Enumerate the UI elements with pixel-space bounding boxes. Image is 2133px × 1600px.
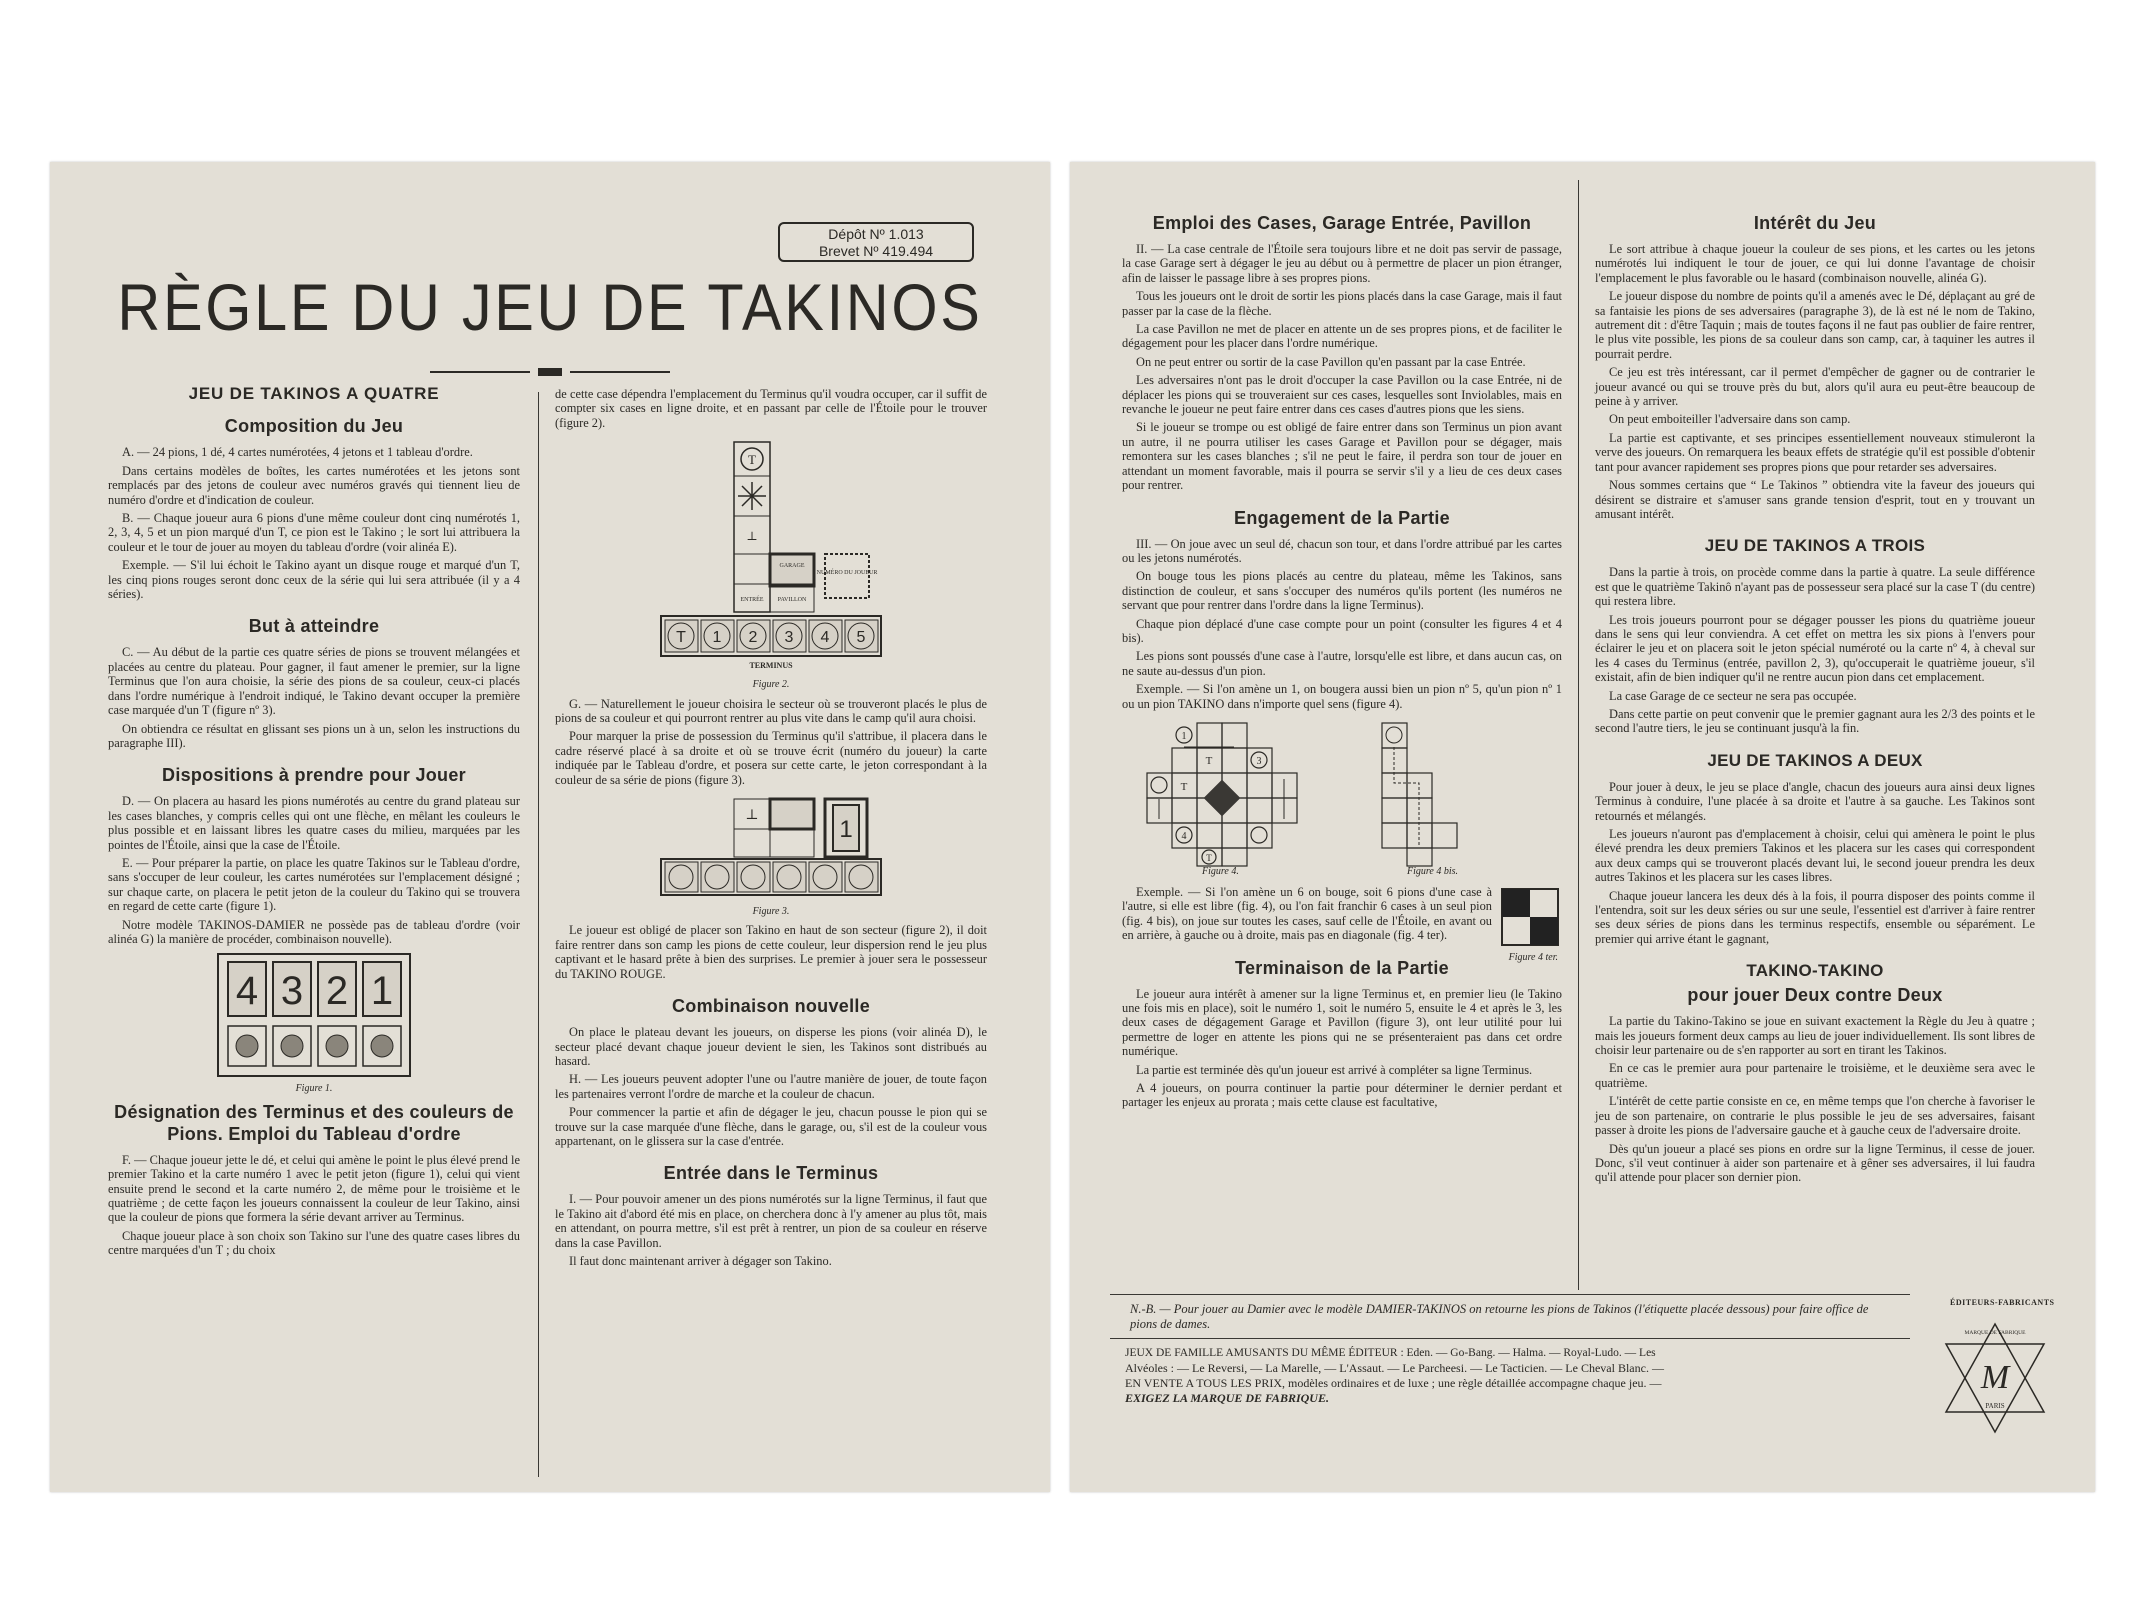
fig2-row-5: 5 <box>856 629 866 647</box>
fig2-row-4: 4 <box>820 629 830 647</box>
footer-line-4: EXIGEZ LA MARQUE DE FABRIQUE. <box>1125 1391 1329 1405</box>
trademark-logo <box>1940 1312 2050 1447</box>
para-nauront: Les joueurs n'auront pas d'emplacement à choisir, celui qui amènera le point le plus élevé prendra les deux premiers Takinos et les placera sur les cases qui correspondent aux deux camps qui se trouveront placés devant lui, le second joueur prendra les deux autres Takinos et les placera sur les cases libres. <box>1595 827 2035 885</box>
para-interet: L'intérêt de cette partie consiste en ce, en même temps que l'on cherche à favoriser le jeu de son partenaire, on contrarie le plus possible le jeu de ses adversaires, faisant passer à droite les pions de l'adversaire gauche et à gauche ceux de l'adversaire droite. <box>1595 1094 2035 1138</box>
para-commencer: Pour commencer la partie et afin de dégager le jeu, chacun pousse le pion qui se trouve sur la case marquée d'une flèche, dans le garage, ou, s'il est de la couleur vous appartenant, on le glissera sur la case d'entrée. <box>555 1105 987 1148</box>
para-garage: La case Garage de ce secteur ne sera pas occupée. <box>1609 688 1857 703</box>
heading-takino-sub: pour jouer Deux contre Deux <box>1687 985 1943 1006</box>
para-emboiteiller: On peut emboiteiller l'adversaire dans son camp. <box>1609 412 1851 427</box>
svg-text:4: 4 <box>1181 830 1187 842</box>
fig1-card-row <box>228 962 401 1016</box>
fig1-caption: Figure 1. <box>295 1083 333 1095</box>
subtitle-quatre: JEU DE TAKINOS A QUATRE <box>188 384 440 403</box>
para-trompe: Si le joueur se trompe ou est obligé de faire entrer dans son Terminus un pion avant un autre, il ne pourra utiliser les cases Garage et Pavillon pour se dégager, mais remontera sur les cases blanches ; s'il ne peut le faire, il perdra son tour de jouer en attendant un moment favorable, mais il pourra se servir s'il y a lieu de ces deux cases pour rentrer. <box>1122 420 1562 493</box>
para-tt: La partie du Takino-Takino se joue en suivant exactement la Règle du Jeu à quatre ; mais les joueurs forment deux camps au lieu de jouer individuellement. Ils sont libres de choisir leur partenaire ou de s'en rapporter au sort en tirant les Takinos. <box>1595 1014 2035 1058</box>
fig4bis-caption: Figure 4 bis. <box>1407 865 1459 877</box>
fig3-card: 1 <box>839 816 853 844</box>
para-cont: de cette case dépendra l'emplacement du Terminus qu'il voudra occuper, car il suffit de compter six cases en ligne droite, et en passant par celle de l'Étoile pour le trouver (figure 2). <box>555 387 987 430</box>
figure-4 <box>1142 719 1312 869</box>
footer-rule-mid <box>1110 1338 1910 1339</box>
svg-text:3: 3 <box>1256 755 1262 767</box>
para-exemple-2: Exemple. — Si l'on amène un 6 on bouge, soit 6 pions d'une case à l'autre, si elle est libre (fig. 4), ou l'on fait franchir 6 cases à un seul pion (fig. 4 bis), on joue sur toutes les cases, sauf celle de l'Étoile, en avant ou en arrière, à gauche ou à droite, mais pas en diagonale (fig. 4 ter). <box>1122 884 1492 943</box>
para-place: On place le plateau devant les joueurs, on disperse les pions (voir alinéa D), le secteur placé devant chaque joueur devient le sien, les Takinos sont distribués au hasard. <box>555 1025 987 1068</box>
footer-line-2: Alvéoles : — Le Reversi, — La Marelle, — L'Assaut. — Le Parcheesi. — Le Tacticien. — Le Cheval Blanc. — <box>1125 1361 1664 1375</box>
exemple-2-block <box>1122 884 1562 963</box>
para-d: D. — On placera au hasard les pions numérotés au centre du grand plateau sur les cases blanches, y compris celles qui ont une flèche, en mêlant les couleurs le plus possible et en laissant libres les quatre cases du milieu, marquées par les pointes de l'Étoile, ainsi que la case de l'Étoile. <box>108 794 520 852</box>
fig4-caption: Figure 4. <box>1202 865 1239 877</box>
fig2-row-1: 1 <box>712 629 722 647</box>
para-trois-joueurs: Les trois joueurs pourront pour se dégager pousser les pions du quatrième joueur dans le sens qui leur conviendra. A cet effet on mettra les six pions à l'envers pour éclairer le jeu et on placera soit le jeton spécial numéroté ou la carte nº 4, à cheval sur les 4 cases du Terminus (entrée, pavillon 2, 3), qu'occuperait le quatrième joueur, s'il existait, afin de bien indiquer qu'il ne rentre aucun pion dans cet emplacement. <box>1595 612 2035 685</box>
depot-box <box>778 222 974 262</box>
heading-emploi: Emploi des Cases, Garage Entrée, Pavillon <box>1152 213 1532 233</box>
fig2-star <box>738 482 766 510</box>
right-column-2 <box>1595 212 2035 1189</box>
para-f: F. — Chaque joueur jette le dé, et celui qui amène le point le plus élevé prend le premier Takino et la carte numéro 1 avec le petit jeton (figure 1), celui qui vient ensuite prend le second et la carte numéro 2, de même pour le troisième et le quatrième ; de cette façon les joueurs connaissent la couleur de leur Takino, ainsi que la couleur de pions que formera la série devant arriver au Terminus. <box>108 1152 520 1225</box>
para-quatre: A 4 joueurs, on pourra continuer la partie pour déterminer le dernier perdant et partager les enjeux au prorata ; mais cette clause est facultative, <box>1122 1081 1562 1110</box>
para-terminee: La partie est terminée dès qu'un joueur est arrivé à compléter sa ligne Terminus. <box>1136 1062 1533 1077</box>
fig2-numero-label: NUMÉRO DU JOUEUR <box>816 570 878 577</box>
fig2-pavillon-label: PAVILLON <box>777 597 807 604</box>
fig4ter-caption: Figure 4 ter. <box>1508 951 1558 963</box>
fig2-row-3: 3 <box>784 629 794 647</box>
para-joueur: Le joueur aura intérêt à amener sur la ligne Terminus et, en premier lieu (le Takino une fois mis en place), soit le numéro 1, soit le numéro 5, ensuite le 4 et après le 3, les deux cases de dégagement Garage et Pavillon (figure 3), ont leur utilité pour lui permettre de loger en attente les pions qui ne se présenteraient pas dans cet ordre numérique. <box>1122 986 1562 1059</box>
para-c: C. — Au début de la partie ces quatre séries de pions se trouvent mélangées et placées au centre du plateau. Pour gagner, il faut amener le premier, sur la ligne Terminus que l'on aura choisie, la série des pions de sa couleur, ceux-ci placés dans l'ordre numérique à l'endroit indiqué, le Takino devant occuper la première case marquée d'un T (figure nº 3). <box>108 645 520 718</box>
fig1-card-4: 4 <box>235 969 259 1014</box>
para-des: Dès qu'un joueur a placé ses pions en ordre sur la ligne Terminus, il cesse de jouer. Donc, s'il veut continuer à aider son partenaire et à gêner ses adversaires, il lui faudra qu'il attende pour placer son dernier pion. <box>1595 1141 2035 1185</box>
heading-but: But à atteindre <box>248 616 380 637</box>
fig2-terminus-label: TERMINUS <box>749 661 793 671</box>
para-adversaires: Les adversaires n'ont pas le droit d'occuper la case Pavillon ou la case Entrée, ni de déplacer les pions qui se trouveraient sur ces cases, lesquelles sont Inviolables, mais en revanche le joueur ne peut faire entrer dans ces cases d'autres pions que les siens. <box>1122 373 1562 417</box>
fig2-entree-label: ENTRÉE <box>740 597 764 604</box>
heading-entree: Entrée dans le Terminus <box>663 1163 879 1184</box>
para-degager: Il faut donc maintenant arriver à dégager son Takino. <box>569 1253 832 1268</box>
para-trois: Dans la partie à trois, on procède comme dans la partie à quatre. La seule différence est que le quatrième Takinô n'ayant pas de possesseur sera placé sur la case T (du centre) qui restera libre. <box>1595 565 2035 609</box>
column-divider-right <box>1578 180 1579 1290</box>
para-e: E. — Pour préparer la partie, on place les quatre Takinos sur le Tableau d'ordre, sans s'occuper de leur couleur, les cartes numérotées sur l'emplacement désigné ; sur chaque carte, on placera le petit jeton de la couleur du Takino qui se trouvera en regard de cette carte (figure 1). <box>108 855 520 914</box>
brevet-number: Brevet Nº 419.494 <box>818 243 934 259</box>
fig1-card-3: 3 <box>280 969 304 1014</box>
svg-text:⊥: ⊥ <box>746 529 758 544</box>
para-obtiendra: On obtiendra ce résultat en glissant ses pions un à un, selon les instructions du paragraphe III). <box>108 721 520 750</box>
column-divider-left <box>538 392 539 1477</box>
para-b: B. — Chaque joueur aura 6 pions d'une même couleur dont cinq numérotés 1, 2, 3, 4, 5 et un pion marqué d'un T, ce pion est le Takino ; le sort lui attribuera la couleur et le tour de jouer au moyen du tableau d'ordre (voir alinéa E). <box>108 511 520 554</box>
svg-text:⊥: ⊥ <box>745 808 759 824</box>
para-sort: Le sort attribue à chaque joueur la couleur de ses pions, et les cartes ou les jetons numérotés lui indiquent le tour de jouer, ce qui lui donne l'avantage de choisir l'emplacement le plus favorable ou le hasard (combinaison nouvelle, alinéa G). <box>1595 242 2035 285</box>
para-g: G. — Naturellement le joueur choisira le secteur où se trouveront placés le plus de pions de sa couleur et qui pourront rentrer au plus vite dans le camp qu'il aura choisi. <box>555 696 987 726</box>
fig2-garage-label: GARAGE <box>779 563 805 570</box>
svg-text:T: T <box>1180 780 1188 793</box>
svg-text:1: 1 <box>1181 730 1187 742</box>
heading-designation: Désignation des Terminus et des couleurs de Pions. Emploi du Tableau d'ordre <box>114 1101 514 1144</box>
fig2-caption: Figure 2. <box>752 679 790 691</box>
fig1-card-2: 2 <box>325 969 349 1014</box>
left-column-2 <box>555 387 987 1272</box>
para-exemple: Exemple. — S'il lui échoit le Takino ayant un disque rouge et marqué d'un T, les cinq pions rouges seront donc ceux de la série qui lui sera attribuée (il y a 4 séries). <box>108 558 520 602</box>
fig1-takino-row <box>228 1026 401 1066</box>
right-page <box>1070 162 2095 1492</box>
para-tous: Tous les joueurs ont le droit de sortir les pions placés dans la case Garage, mais il faut passer par la case de la flèche. <box>1122 289 1562 318</box>
heading-takino-takino: TAKINO-TAKINO <box>1746 961 1884 981</box>
para-interessant: Ce jeu est très intéressant, car il permet d'empêcher de gagner ou de contrarier le joueur avancé ou qui se trouve près du but, alors qu'il aura eu peut-être beaucoup de peine à y arriver. <box>1595 365 2035 409</box>
para-certains: Nous sommes certains que “ Le Takinos ” obtiendra vite la faveur des joueurs qui désirent se distraire et s'amuser sans grande tension d'esprit, tout en y trouvant un amusant intérêt. <box>1595 478 2035 521</box>
para-captivante: La partie est captivante, et ses principes essentiellement nouveaux stimuleront la verve des joueurs. On remarquera les beaux effets de stratégie qu'il est possible d'obtenir tant pour avancer rapidement ses propres pions que pour retarder ses adversaires. <box>1595 430 2035 474</box>
heading-dispositions: Dispositions à prendre pour Jouer <box>162 765 466 786</box>
figure-4-ter <box>1500 887 1560 947</box>
fig2-row-2: 2 <box>748 629 758 647</box>
left-page <box>50 162 1050 1492</box>
para-bouge: On bouge tous les pions placés au centre du plateau, même les Takinos, sans distinction de couleur, et sans s'occuper des numéros qu'ils portent (les numéros ne servant que pour rentrer dans l'ordre dans la ligne Terminus). <box>1122 569 1562 613</box>
para-dispose: Le joueur dispose du nombre de points qu'il a amenés avec le Dé, déplaçant au gré de sa fantaisie les pions de ses adversaires (paragraphe 3), de là est né le nom de Takino, autrement dit : d'être Taquin ; mais de toutes façons il ne faut pas oublier de faire rentrer, le plus vite possible, les pions de sa couleur dans son camp, car, à taquiner les autres il pourrait perdre. <box>1595 289 2035 361</box>
heading-combinaison: Combinaison nouvelle <box>671 996 871 1017</box>
figure-4-bis <box>1377 719 1467 869</box>
footer-line-3: EN VENTE A TOUS LES PRIX, modèles ordinaires et de luxe ; une règle détaillée accompagne chaque jeu. — <box>1125 1376 1662 1390</box>
para-a: A. — 24 pions, 1 dé, 4 cartes numérotées, 4 jetons et 1 tableau d'ordre. <box>122 445 473 460</box>
heading-deux: JEU DE TAKINOS A DEUX <box>1707 750 1923 770</box>
para-peut: On ne peut entrer ou sortir de la case Pavillon qu'en passant par la case Entrée. <box>1136 354 1526 369</box>
para-modele: Notre modèle TAKINOS-DAMIER ne possède pas de tableau d'ordre (voir alinéa G) la manière de procéder, combinaison nouvelle). <box>108 917 520 946</box>
depot-number: Dépôt Nº 1.013 <box>828 226 924 242</box>
para-chaque-pion: Chaque pion déplacé d'une case compte pour un point (consulter les figures 4 et 4 bis). <box>1122 616 1562 645</box>
para-cas: En ce cas le premier aura pour partenaire le troisième, et le deuxième sera avec le quatrième. <box>1595 1061 2035 1090</box>
heading-terminaison: Terminaison de la Partie <box>1235 957 1449 978</box>
para-iii: III. — On joue avec un seul dé, chacun son tour, et dans l'ordre attribué par les cartes ou les jetons numérotés. <box>1122 536 1562 565</box>
fig2-row-t: T <box>676 629 686 647</box>
para-chaque: Chaque joueur place à son choix son Takino sur l'une des quatre cases libres du centre marquées d'un T ; du choix <box>108 1228 520 1258</box>
svg-text:T: T <box>1205 754 1213 767</box>
para-exemple-1: Exemple. — Si l'on amène un 1, on bougera aussi bien un pion nº 5, qu'un pion nº 1 ou un pion TAKINO dans n'importe quel sens (figure 4). <box>1122 682 1562 711</box>
para-pavillon: La case Pavillon ne met de placer en attente un de ses propres pions, et de faciliter le dégagement pour les placer dans l'ordre numérique. <box>1122 322 1562 351</box>
footer-line-1: JEUX DE FAMILLE AMUSANTS DU MÊME ÉDITEUR : Eden. — Go-Bang. — Halma. — Royal-Ludo. — Les <box>1125 1347 1656 1359</box>
page-title: RÈGLE DU JEU DE TAKINOS <box>117 270 983 344</box>
editeurs-label: ÉDITEURS-FABRICANTS <box>1950 1298 2055 1307</box>
trademark-top: MARQUE DE FABRIQUE <box>1964 1330 2026 1336</box>
figure-1 <box>214 952 414 1080</box>
title-ornament <box>430 367 670 377</box>
trademark-city: PARIS <box>1985 1402 2005 1410</box>
svg-text:T: T <box>1206 852 1212 863</box>
heading-engagement: Engagement de la Partie <box>1234 507 1450 528</box>
para-convenir: Dans cette partie on peut convenir que le premier gagnant aura les 2/3 des points et le second l'autre tiers, le jeu se continuant jusqu'à la fin. <box>1595 706 2035 736</box>
para-oblige: Le joueur est obligé de placer son Takino en haut de son secteur (figure 2), il doit faire rentrer dans son camp les pions de cette couleur, leur dispersion rend le jeu plus captivant et le hasard prête à bien des surprises. Le premier à jouer sera le possesseur du TAKINO ROUGE. <box>555 923 987 981</box>
footer-rule-top <box>1110 1294 1910 1295</box>
svg-text:T: T <box>748 452 756 468</box>
right-column-1 <box>1122 212 1562 1114</box>
figure-3 <box>651 793 891 903</box>
figure-2 <box>651 436 891 676</box>
para-boites: Dans certains modèles de boîtes, les cartes numérotées et les jetons sont remplacés par des jetons de couleur avec numéros gravés qui tiennent lieu de numéro d'ordre et d'indication de couleur. <box>108 463 520 507</box>
nb-note: N.-B. — Pour jouer au Damier avec le modèle DAMIER-TAKINOS on retourne les pions de Takinos (l'étiquette placée dessous) pour faire office de pions de dames. <box>1130 1302 1869 1331</box>
para-ii: II. — La case centrale de l'Étoile sera toujours libre et ne doit pas servir de passage, la case Garage sert à dégager le jeu au début ou à permettre de placer un pion étranger, afin de laisser le passage libre à ses propres pions. <box>1122 242 1562 285</box>
heading-interet: Intérêt du Jeu <box>1753 213 1877 233</box>
heading-composition: Composition du Jeu <box>224 416 404 437</box>
fig3-caption: Figure 3. <box>752 906 790 918</box>
heading-trois: JEU DE TAKINOS A TROIS <box>1704 536 1926 556</box>
para-lancera: Chaque joueur lancera les deux dés à la fois, il pourra disposer des points comme il l'entendra, soit sur les deux séries ou sur une seule, l'essentiel est d'arriver à faire rentrer ses deux séries de pions dans les terminus respectifs, ensemble ou séparément. Le premier qui arrive étant le gagnant, <box>1595 888 2035 946</box>
para-h: H. — Les joueurs peuvent adopter l'une ou l'autre manière de jouer, de toute façon les partenaires verront l'ordre de marche et la couleur de chacun. <box>555 1072 987 1101</box>
para-deux: Pour jouer à deux, le jeu se place d'angle, chacun des joueurs aura ainsi deux lignes Terminus à conduire, l'une placée à sa droite et l'autre à sa gauche. Les Takinos sont retournés et mélangés. <box>1595 779 2035 823</box>
trademark-monogram: M <box>1980 1359 2010 1396</box>
para-marquer: Pour marquer la prise de possession du Terminus qu'il s'attribue, il placera dans le cadre réservé placé à sa droite et où se trouve écrit (numéro du joueur) la carte indiquée par le Tableau d'ordre, et posera sur cette carte, le jeton correspondant à la couleur de sa série de pions (figure 3). <box>555 729 987 787</box>
left-column-1 <box>108 384 520 1262</box>
para-pousses: Les pions sont poussés d'une case à l'autre, lorsqu'elle est libre, et dans aucun cas, on ne saute au-dessus d'un pion. <box>1122 649 1562 678</box>
para-i: I. — Pour pouvoir amener un des pions numérotés sur la ligne Terminus, il faut que le Takino ait d'abord été mis en place, on cherchera donc à l'y amener au plus tôt, mais en attendant, on pourra mettre, s'il est prêt à rentrer, un pion de sa couleur en réserve dans la case Pavillon. <box>555 1192 987 1250</box>
figure-4-group <box>1122 715 1562 885</box>
fig1-card-1: 1 <box>370 969 394 1014</box>
